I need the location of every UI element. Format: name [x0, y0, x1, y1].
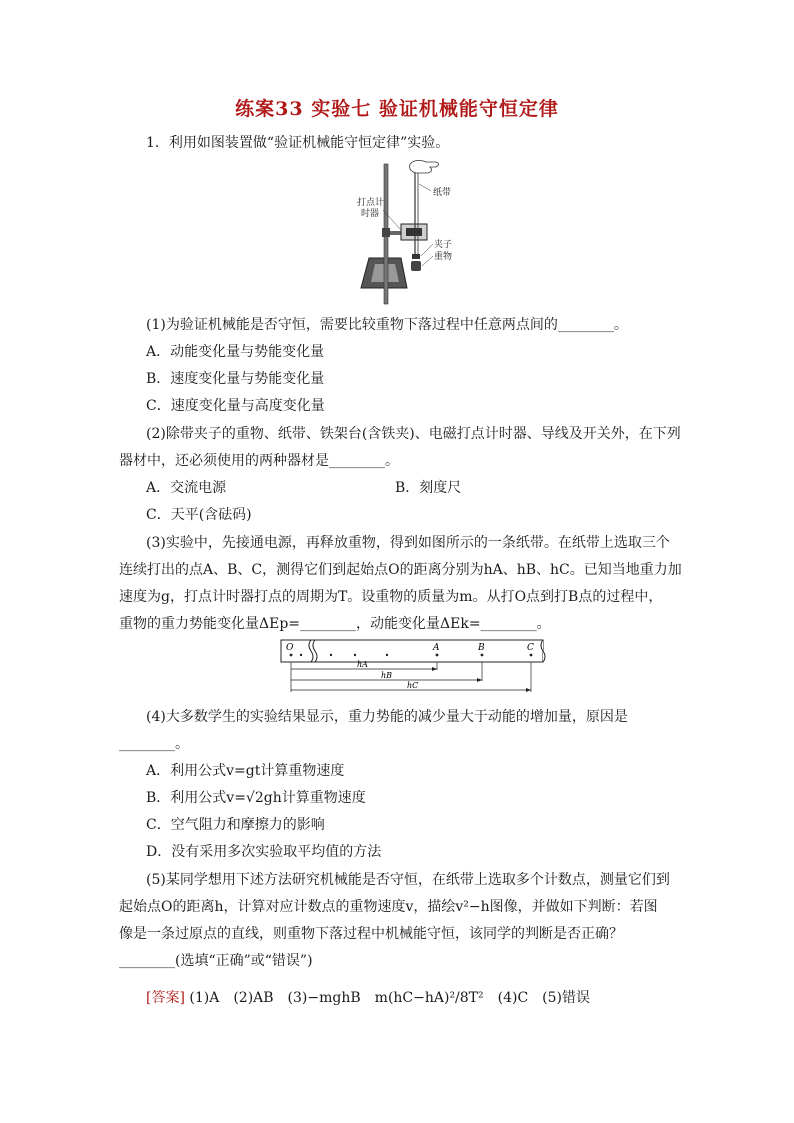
clip-shape: [412, 254, 420, 259]
clip-label: 夹子: [434, 240, 453, 250]
part-2-line-2: 器材中，还必须使用的两种器材是________。: [119, 453, 399, 469]
part-2-option-b: B．刻度尺: [395, 480, 462, 496]
part-3-line-2: 连续打出的点A、B、C，测得它们到起始点O的距离分别为hA、hB、hC。已知当地重力加: [119, 562, 682, 578]
weight-label: 重物: [434, 252, 453, 262]
answer-block: [146, 988, 590, 1008]
hand-shape: [410, 160, 439, 173]
part-2-option-a: A．交流电源: [146, 480, 227, 496]
part-4-option-d: D．没有采用多次实验取平均值的方法: [146, 844, 382, 860]
dim-ha-label: hA: [357, 660, 368, 669]
tape-label: 纸带: [433, 188, 452, 198]
timer-label-line1: 打点计: [357, 198, 385, 208]
part-4-line-2: ________。: [119, 736, 189, 752]
part-1-option-c: C．速度变化量与高度变化量: [146, 398, 325, 414]
question-1-intro: 1．利用如图装置做“验证机械能守恒定律”实验。: [146, 135, 450, 151]
timer-label-line2: 时器: [361, 209, 380, 219]
part-5-line-4: ________(选填“正确”或“错误”): [119, 953, 313, 969]
point-o-label: O: [286, 643, 294, 653]
part-5-line-1: (5)某同学想用下述方法研究机械能是否守恒，在纸带上选取多个计数点，测量它们到: [146, 872, 670, 888]
dim-hb-label: hB: [381, 671, 393, 680]
part-1-option-a: A．动能变化量与势能变化量: [146, 344, 325, 360]
part-4-option-c: C．空气阻力和摩擦力的影响: [146, 817, 325, 833]
part-4-line-1: (4)大多数学生的实验结果显示，重力势能的减少量大于动能的增加量，原因是: [146, 709, 628, 725]
answer-label: [答案]: [146, 990, 185, 1006]
apparatus-figure: [355, 158, 465, 306]
part-5-line-3: 像是一条过原点的直线，则重物下落过程中机械能守恒，该同学的判断是否正确？: [119, 926, 623, 942]
part-3-line-3: 速度为g，打点计时器打点的周期为T。设重物的质量为m。从打O点到打B点的过程中，: [119, 589, 663, 605]
point-a-label: A: [433, 643, 440, 653]
answer-text: (1)A (2)AB (3)−mghB m(hC−hA)²/8T² (4)C (5)错误: [189, 990, 591, 1006]
part-1-option-b: B．速度变化量与势能变化量: [146, 371, 325, 387]
paper-tape-figure: [277, 638, 549, 694]
part-2-line-1: (2)除带夹子的重物、纸带、铁架台(含铁夹)、电磁打点计时器、导线及开关外，在下列: [146, 426, 681, 442]
dim-hc-label: hC: [407, 681, 419, 690]
part-3-line-1: (3)实验中，先接通电源，再释放重物，得到如图所示的一条纸带。在纸带上选取三个: [146, 535, 670, 551]
point-c-label: C: [527, 643, 534, 653]
part-3-line-4: 重物的重力势能变化量ΔEp=________，动能变化量ΔEk=________。: [119, 616, 551, 632]
point-b-label: B: [478, 643, 485, 653]
part-5-line-2: 起始点O的距离h，计算对应计数点的重物速度v，描绘v²−h图像，并做如下判断：若图: [119, 899, 658, 915]
part-4-option-a: A．利用公式v=gt计算重物速度: [146, 763, 345, 779]
part-2-option-c: C．天平(含砝码): [146, 507, 252, 523]
weight-shape: [411, 261, 421, 271]
part-1-stem: (1)为验证机械能是否守恒，需要比较重物下落过程中任意两点间的________。: [146, 317, 628, 333]
page-title: 练案33 实验七 验证机械能守恒定律: [235, 98, 559, 120]
part-4-option-b: B．利用公式v=√2gh计算重物速度: [146, 790, 366, 806]
